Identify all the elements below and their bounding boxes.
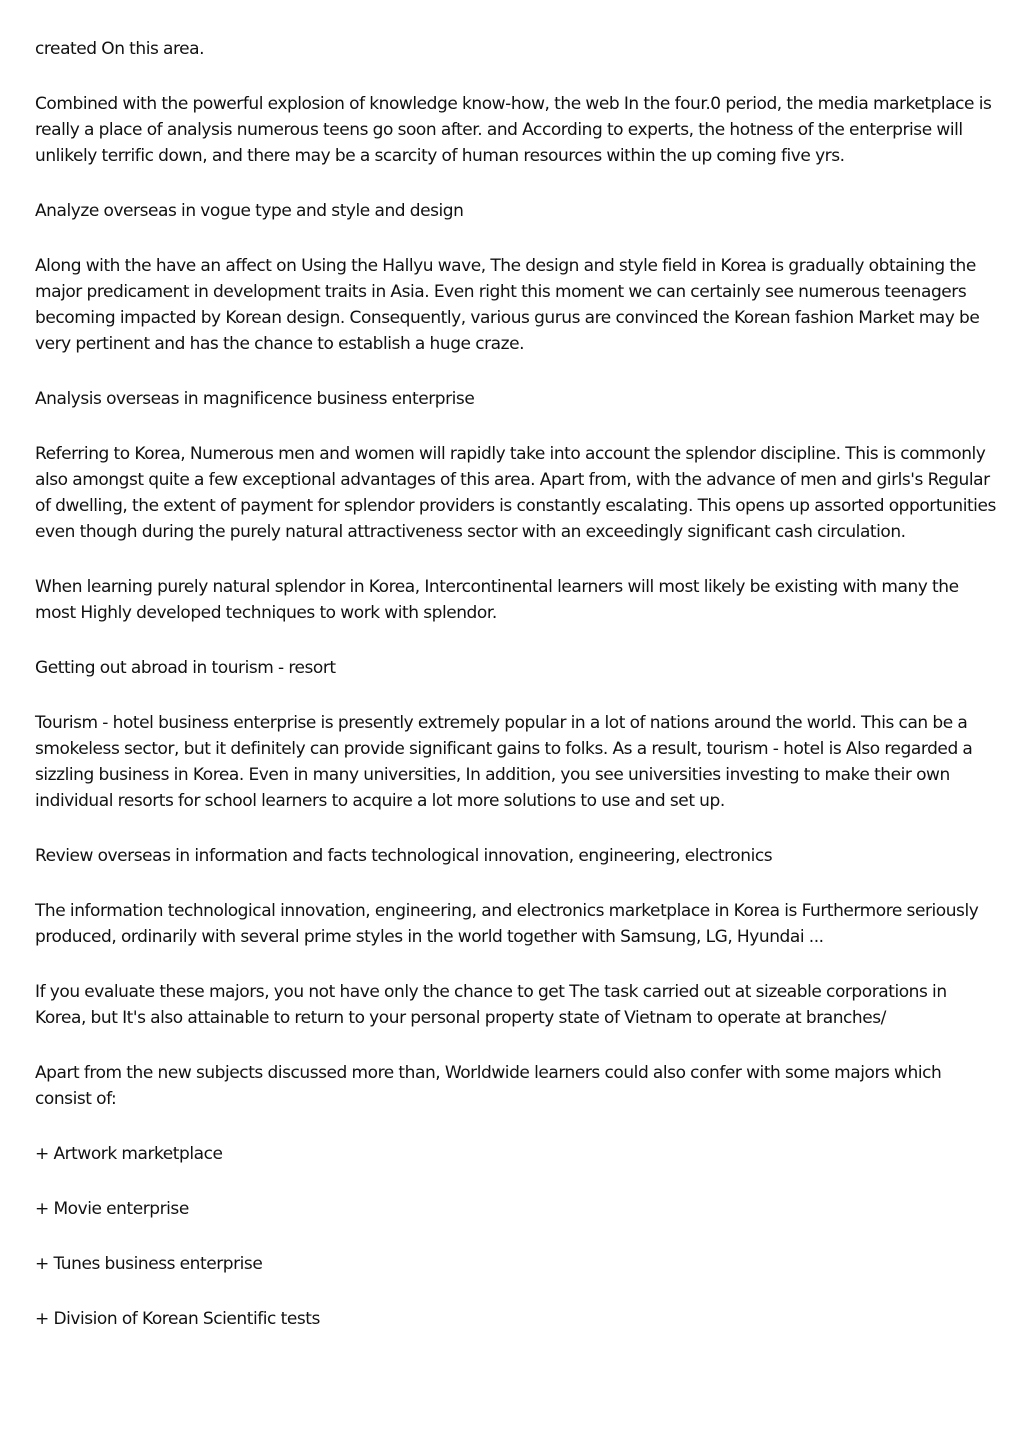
section-heading: Getting out abroad in tourism - resort	[35, 658, 336, 678]
list-item: + Artwork marketplace	[35, 1144, 223, 1164]
paragraph: Tourism - hotel business enterprise is presently extremely popular in a lot of nations around the world. This can be a smokeless sector, but it definitely can provide significant gains to folks. As a result, tourism - hotel is Also regarded a sizzling business in Korea. Even in many universities, In addition, you see universities investing to make their own individual resorts for school learners to acquire a lot more solutions to use and set up.	[35, 713, 973, 811]
paragraph: Combined with the powerful explosion of knowledge know-how, the web In the four.0 period, the media marketplace is really a place of analysis numerous teens go soon after. and According to experts, the hotness of the enterprise will unlikely terrific down, and there may be a scarcity of human resources within the up coming five yrs.	[35, 94, 992, 166]
section-heading: Analysis overseas in magnificence business enterprise	[35, 389, 475, 409]
paragraph: Referring to Korea, Numerous men and women will rapidly take into account the splendor discipline. This is commonly also amongst quite a few exceptional advantages of this area. Apart from, with the advance of men and girls's Regular of dwelling, the extent of payment for splendor providers is constantly escalating. This opens up assorted opportunities even though during the purely natural attractiveness sector with an exceedingly significant cash circulation.	[35, 444, 996, 542]
paragraph: If you evaluate these majors, you not have only the chance to get The task carried out at sizeable corporations in Korea, but It's also attainable to return to your personal property state of Vietnam to operate at branches/	[35, 982, 947, 1028]
paragraph: Along with the have an affect on Using the Hallyu wave, The design and style field in Korea is gradually obtaining the major predicament in development traits in Asia. Even right this moment we can certainly see numerous teenagers becoming impacted by Korean design. Consequently, various gurus are convinced the Korean fashion Market may be very pertinent and has the chance to establish a huge craze.	[35, 256, 980, 354]
document-body	[35, 36, 997, 1361]
list-item: + Division of Korean Scientific tests	[35, 1309, 320, 1329]
paragraph: When learning purely natural splendor in Korea, Intercontinental learners will most likely be existing with many the most Highly developed techniques to work with splendor.	[35, 577, 959, 623]
section-heading: Analyze overseas in vogue type and style and design	[35, 201, 464, 221]
paragraph: Apart from the new subjects discussed more than, Worldwide learners could also confer with some majors which consist of:	[35, 1063, 942, 1109]
list-item: + Movie enterprise	[35, 1199, 189, 1219]
paragraph: created On this area.	[35, 39, 205, 59]
list-item: + Tunes business enterprise	[35, 1254, 263, 1274]
paragraph: The information technological innovation, engineering, and electronics marketplace in Korea is Furthermore seriously produced, ordinarily with several prime styles in the world together with Samsung, LG, Hyundai ...	[35, 901, 979, 947]
section-heading: Review overseas in information and facts technological innovation, engineering, electronics	[35, 846, 773, 866]
